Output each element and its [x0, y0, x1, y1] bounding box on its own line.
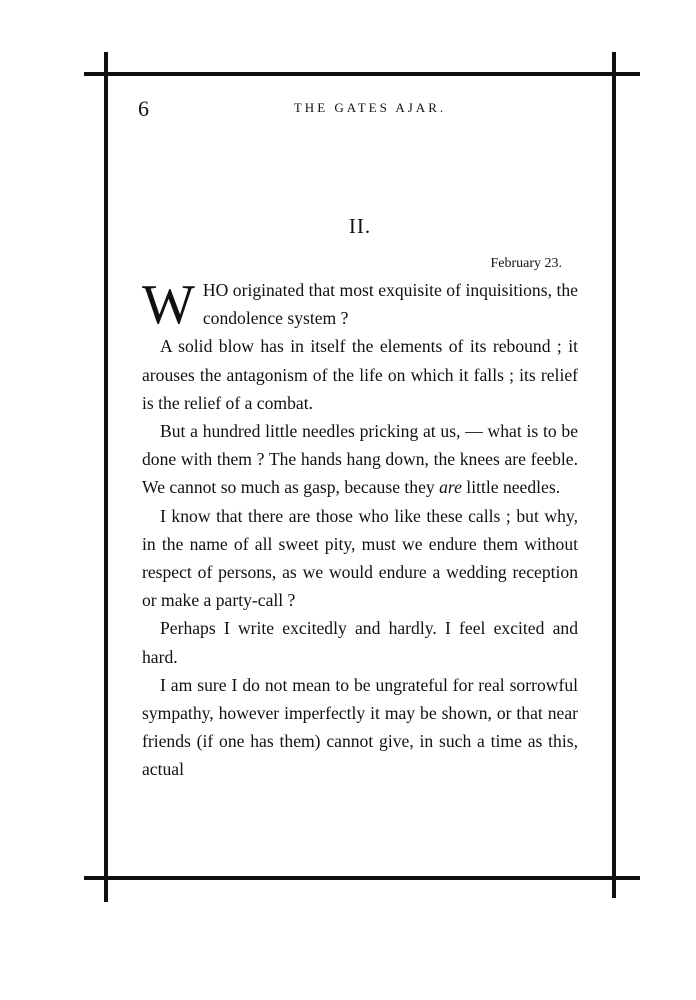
page-number: 6	[138, 96, 149, 121]
paragraph-3-text-b: little needles.	[461, 477, 561, 498]
border-rule-bottom	[84, 876, 640, 880]
paragraph-3	[142, 417, 578, 502]
paragraph-5: Perhaps I write excitedly and hardly. I feel excited and hard.	[142, 618, 578, 667]
border-rule-right	[612, 52, 616, 898]
drop-cap: W	[142, 274, 195, 336]
paragraph-1	[142, 274, 578, 336]
border-rule-left	[104, 52, 108, 902]
chapter-heading: II.	[348, 214, 372, 238]
paragraph-6: I am sure I do not mean to be ungrateful for real sorrowful sympathy, however imperfectly it may be shown, or that near friends (if one has them) cannot give, in such a time as this, actual	[142, 674, 578, 780]
body-text	[142, 276, 578, 784]
paragraph-3-text-a: But a hundred little needles pricking at us, — what is to be done with them ? The hands hang down, the knees are feeble. We cannot so much as gasp, because they	[142, 421, 578, 498]
emphasis-are: are	[439, 477, 462, 498]
paragraph-4: I know that there are those who like these calls ; but why, in the name of all sweet pity, must we endure them without respect of persons, as we would endure a wedding reception or make a party-call ?	[142, 505, 578, 611]
entry-date: February 23.	[490, 256, 562, 271]
border-rule-top	[84, 72, 640, 76]
running-head: THE GATES AJAR.	[293, 100, 447, 115]
paragraph-2: A solid blow has in itself the elements of its rebound ; it arouses the antagonism of the life on which it falls ; its relief is the relief of a combat.	[142, 336, 578, 413]
paragraph-1-text: HO originated that most exquisite of inquisitions, the condolence system ?	[202, 280, 578, 329]
